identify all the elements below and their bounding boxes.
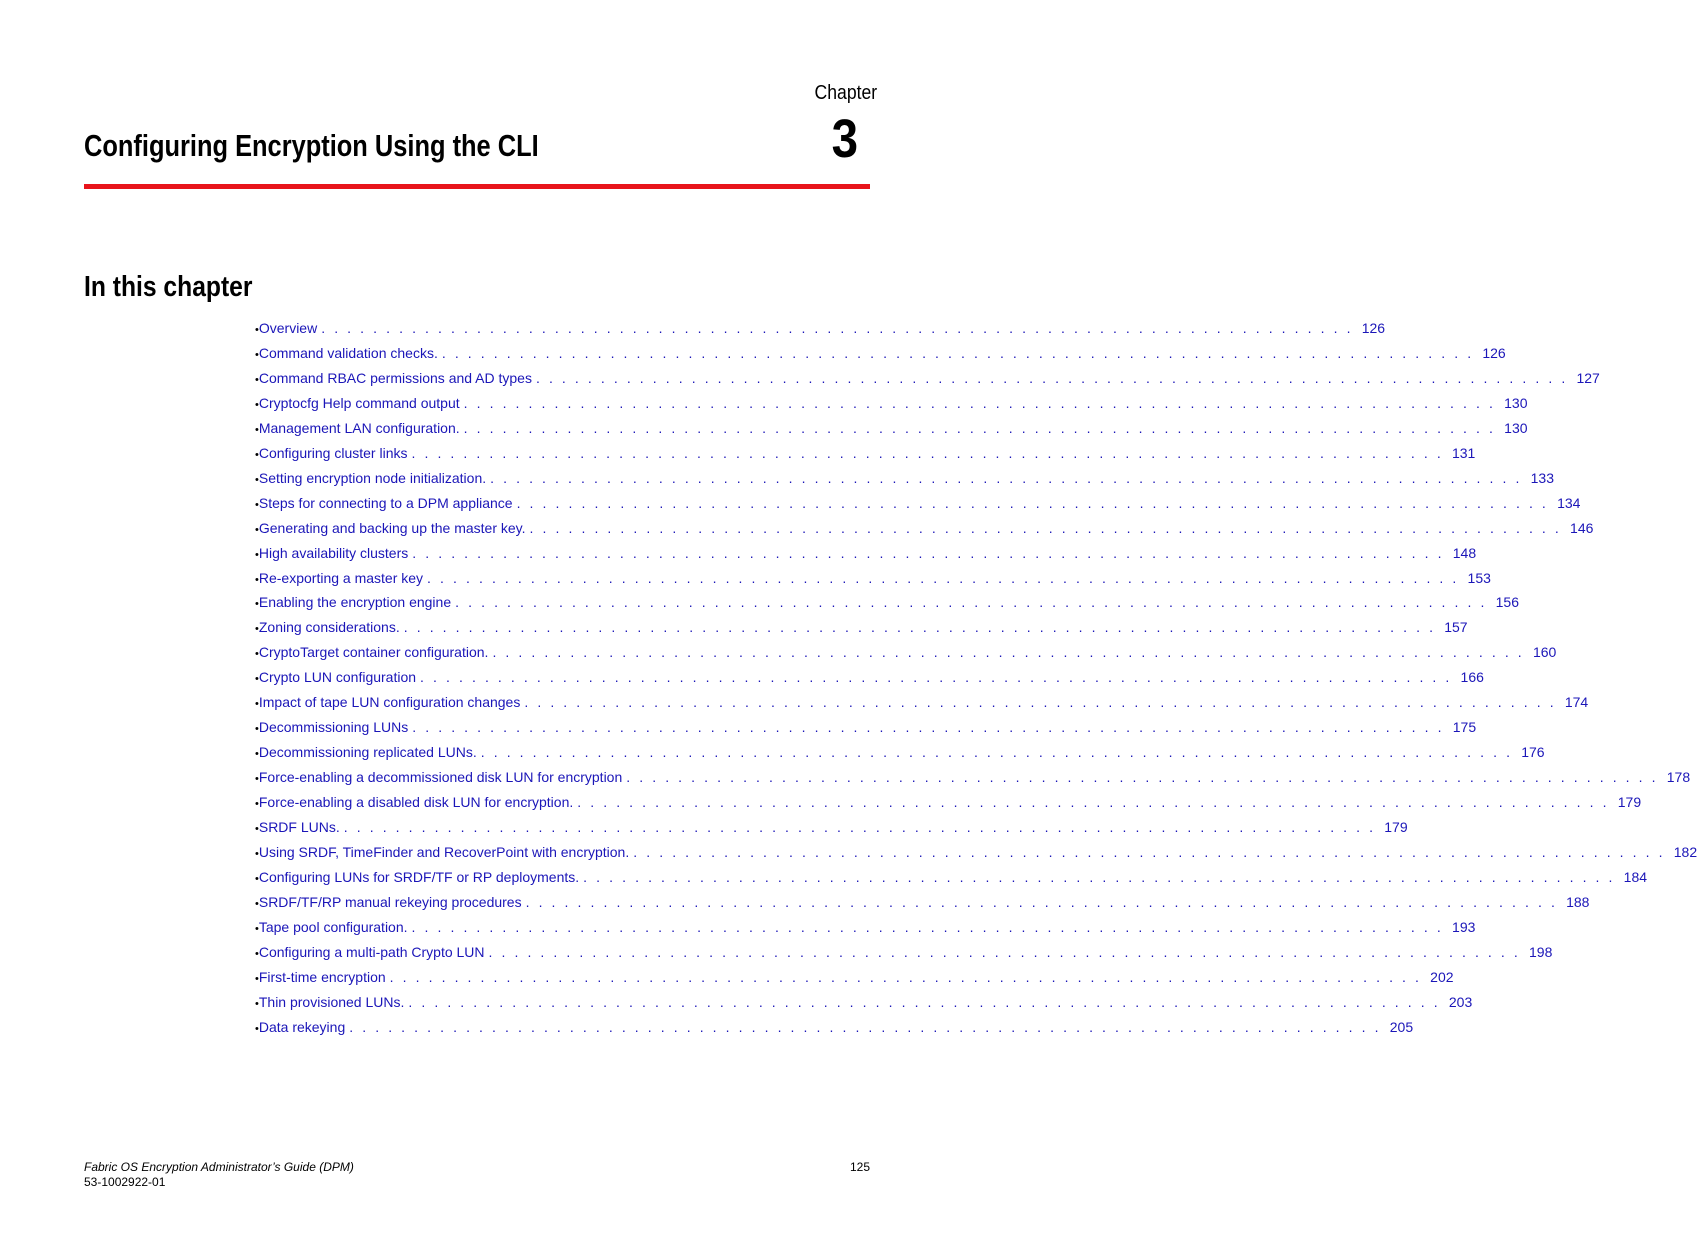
toc-leader-dots: . . . . . . . . . . . . . . . . . . . . . . . . . . . . . . . . . . . . . . . . . . . . . . . . . . . . . . . . . . . . . . . . . . . . . . . . . . . . . . . .	[583, 868, 1616, 885]
toc-link[interactable]: Setting encryption node initialization.	[258, 469, 487, 486]
toc-page-number[interactable]: 133	[1530, 469, 1554, 486]
toc-page-number[interactable]: 184	[1623, 868, 1648, 885]
toc-entry[interactable]	[255, 694, 1589, 719]
section-heading: In this chapter	[84, 271, 253, 303]
toc-page-number[interactable]: 157	[1444, 619, 1468, 636]
toc-entry[interactable]	[255, 794, 1642, 819]
toc-link[interactable]: Enabling the encryption engine	[258, 594, 452, 611]
bullet-icon: •	[255, 423, 259, 436]
toc-page-number[interactable]: 130	[1504, 419, 1528, 436]
toc-page-number[interactable]: 202	[1430, 968, 1454, 985]
bullet-icon: •	[255, 498, 259, 511]
toc-page-number[interactable]: 127	[1576, 369, 1600, 386]
toc-entry[interactable]	[255, 494, 1581, 520]
bullet-icon: •	[255, 373, 259, 386]
table-of-contents	[255, 320, 1697, 1044]
toc-entry[interactable]	[255, 669, 1484, 694]
toc-entry[interactable]	[255, 769, 1691, 794]
toc-link[interactable]: Generating and backing up the master key.	[258, 519, 526, 536]
toc-link[interactable]: SRDF LUNs.	[258, 819, 340, 836]
toc-entry[interactable]	[255, 968, 1454, 994]
toc-leader-dots: . . . . . . . . . . . . . . . . . . . . . . . . . . . . . . . . . . . . . . . . . . . . . . . . . . . . . . . . . . . . . . . . . . . . . . . . . . . . . . . .	[441, 344, 1474, 361]
toc-entry[interactable]	[255, 644, 1557, 669]
toc-page-number[interactable]: 131	[1451, 444, 1476, 461]
toc-link[interactable]: Tape pool configuration.	[258, 918, 408, 935]
toc-entry[interactable]	[255, 918, 1476, 944]
toc-entry[interactable]	[255, 943, 1553, 969]
toc-entry[interactable]	[255, 1018, 1414, 1044]
bullet-icon: •	[255, 947, 259, 960]
chapter-title: Configuring Encryption Using the CLI	[84, 128, 539, 163]
toc-page-number[interactable]: 175	[1452, 719, 1477, 736]
bullet-icon: •	[255, 348, 259, 361]
bullet-icon: •	[255, 598, 259, 611]
toc-leader-dots: . . . . . . . . . . . . . . . . . . . . . . . . . . . . . . . . . . . . . . . . . . . . . . . . . . . . . . . . . . . . . . . . . . . . . . . . . . . . . . . .	[411, 444, 1444, 461]
toc-page-number[interactable]: 130	[1504, 394, 1528, 411]
toc-leader-dots: . . . . . . . . . . . . . . . . . . . . . . . . . . . . . . . . . . . . . . . . . . . . . . . . . . . . . . . . . . . . . . . . . . . . . . . . . . . . . . . .	[349, 1018, 1382, 1035]
toc-link[interactable]: Data rekeying	[258, 1018, 346, 1035]
toc-link[interactable]: SRDF/TF/RP manual rekeying procedures	[258, 893, 522, 910]
bullet-icon: •	[255, 922, 259, 935]
toc-leader-dots: . . . . . . . . . . . . . . . . . . . . . . . . . . . . . . . . . . . . . . . . . . . . . . . . . . . . . . . . . . . . . . . . . . . . . . . . . . . . . . . .	[463, 394, 1496, 411]
toc-page-number[interactable]: 153	[1467, 569, 1491, 586]
toc-leader-dots: . . . . . . . . . . . . . . . . . . . . . . . . . . . . . . . . . . . . . . . . . . . . . . . . . . . . . . . . . . . . . . . . . . . . . . . . . . . . . . . .	[626, 769, 1659, 786]
toc-leader-dots: . . . . . . . . . . . . . . . . . . . . . . . . . . . . . . . . . . . . . . . . . . . . . . . . . . . . . . . . . . . . . . . . . . . . . . . . . . . . . . . .	[463, 419, 1496, 436]
bullet-icon: •	[255, 398, 259, 411]
toc-leader-dots: . . . . . . . . . . . . . . . . . . . . . . . . . . . . . . . . . . . . . . . . . . . . . . . . . . . . . . . . . . . . . . . . . . . . . . . . . . . . . . . .	[411, 918, 1444, 935]
bullet-icon: •	[255, 1022, 259, 1035]
toc-page-number[interactable]: 182	[1673, 844, 1697, 861]
toc-link[interactable]: Force-enabling a decommissioned disk LUN for encryption	[258, 769, 623, 786]
bullet-icon: •	[255, 997, 259, 1010]
toc-page-number[interactable]: 126	[1361, 320, 1386, 336]
toc-entry[interactable]	[255, 544, 1477, 570]
toc-link[interactable]: Command RBAC permissions and AD types	[258, 369, 532, 386]
bullet-icon: •	[255, 748, 259, 761]
toc-entry[interactable]	[255, 569, 1491, 595]
toc-page-number[interactable]: 134	[1557, 494, 1581, 511]
toc-link[interactable]: Overview	[258, 320, 318, 336]
toc-page-number[interactable]: 166	[1460, 669, 1484, 686]
bullet-icon: •	[255, 623, 259, 636]
toc-entry[interactable]	[255, 594, 1519, 619]
toc-entry[interactable]	[255, 519, 1594, 545]
toc-leader-dots: . . . . . . . . . . . . . . . . . . . . . . . . . . . . . . . . . . . . . . . . . . . . . . . . . . . . . . . . . . . . . . . . . . . . . . . . . . . . . . . .	[516, 494, 1549, 511]
toc-page-number[interactable]: 126	[1482, 344, 1506, 361]
toc-page-number[interactable]: 160	[1532, 644, 1557, 661]
toc-entry[interactable]	[255, 419, 1528, 445]
toc-page-number[interactable]: 148	[1452, 544, 1477, 561]
footer-doc-info	[84, 1160, 354, 1190]
toc-entry[interactable]	[255, 469, 1554, 495]
toc-leader-dots: . . . . . . . . . . . . . . . . . . . . . . . . . . . . . . . . . . . . . . . . . . . . . . . . . . . . . . . . . . . . . . . . . . . . . . . . . . . . . . . .	[412, 719, 1445, 736]
toc-leader-dots: . . . . . . . . . . . . . . . . . . . . . . . . . . . . . . . . . . . . . . . . . . . . . . . . . . . . . . . . . . . . . . . . . . . . . . . . . . . . . . . .	[525, 893, 1558, 910]
chapter-number: 3	[831, 109, 858, 169]
toc-entry[interactable]	[255, 394, 1528, 420]
toc-leader-dots: . . . . . . . . . . . . . . . . . . . . . . . . . . . . . . . . . . . . . . . . . . . . . . . . . . . . . . . . . . . . . . . . . . . . . . . . . . . . . . . .	[343, 819, 1376, 836]
toc-link[interactable]: Impact of tape LUN configuration changes	[258, 694, 521, 711]
toc-page-number[interactable]: 188	[1566, 893, 1590, 910]
bullet-icon: •	[255, 448, 259, 461]
chapter-label: Chapter	[814, 82, 877, 104]
bullet-icon: •	[255, 698, 259, 711]
toc-link[interactable]: Steps for connecting to a DPM appliance	[258, 494, 513, 511]
toc-link[interactable]: First-time encryption	[258, 968, 386, 985]
bullet-icon: •	[255, 723, 259, 736]
toc-leader-dots: . . . . . . . . . . . . . . . . . . . . . . . . . . . . . . . . . . . . . . . . . . . . . . . . . . . . . . . . . . . . . . . . . . . . . . . . . . . . . . . .	[535, 369, 1568, 386]
toc-leader-dots: . . . . . . . . . . . . . . . . . . . . . . . . . . . . . . . . . . . . . . . . . . . . . . . . . . . . . . . . . . . . . . . . . . . . . . . . . . . . . . . .	[412, 544, 1445, 561]
bullet-icon: •	[255, 897, 259, 910]
toc-leader-dots: . . . . . . . . . . . . . . . . . . . . . . . . . . . . . . . . . . . . . . . . . . . . . . . . . . . . . . . . . . . . . . . . . . . . . . . . . . . . . . . .	[420, 669, 1452, 686]
toc-leader-dots: . . . . . . . . . . . . . . . . . . . . . . . . . . . . . . . . . . . . . . . . . . . . . . . . . . . . . . . . . . . . . . . . . . . . . . . . . . . . . . . .	[633, 844, 1666, 861]
toc-entry[interactable]	[255, 719, 1477, 744]
toc-leader-dots: . . . . . . . . . . . . . . . . . . . . . . . . . . . . . . . . . . . . . . . . . . . . . . . . . . . . . . . . . . . . . . . . . . . . . . . . . . . . . . . .	[427, 569, 1459, 586]
toc-page-number[interactable]: 156	[1495, 594, 1519, 611]
toc-page-number[interactable]: 198	[1529, 943, 1553, 960]
toc-entry[interactable]	[255, 344, 1506, 370]
toc-page-number[interactable]: 146	[1570, 519, 1594, 536]
title-rule	[84, 184, 870, 189]
toc-link[interactable]: Decommissioning LUNs	[258, 719, 409, 736]
toc-leader-dots: . . . . . . . . . . . . . . . . . . . . . . . . . . . . . . . . . . . . . . . . . . . . . . . . . . . . . . . . . . . . . . . . . . . . . . . . . . . . . . . .	[455, 594, 1487, 611]
toc-page-number[interactable]: 179	[1384, 819, 1408, 836]
bullet-icon: •	[255, 523, 259, 536]
bullet-icon: •	[255, 798, 259, 811]
toc-leader-dots: . . . . . . . . . . . . . . . . . . . . . . . . . . . . . . . . . . . . . . . . . . . . . . . . . . . . . . . . . . . . . . . . . . . . . . . . . . . . . . . .	[488, 943, 1521, 960]
toc-link[interactable]: Command validation checks.	[258, 344, 438, 361]
toc-page-number[interactable]: 179	[1617, 794, 1642, 811]
footer-doc-title: Fabric OS Encryption Administrator’s Guide (DPM)	[84, 1160, 354, 1174]
toc-entry[interactable]	[255, 619, 1468, 644]
toc-link[interactable]: Management LAN configuration.	[258, 419, 460, 436]
toc-entry[interactable]	[255, 320, 1386, 345]
toc-link[interactable]: Configuring cluster links	[258, 444, 408, 461]
toc-entry[interactable]	[255, 868, 1648, 894]
toc-leader-dots: . . . . . . . . . . . . . . . . . . . . . . . . . . . . . . . . . . . . . . . . . . . . . . . . . . . . . . . . . . . . . . . . . . . . . . . . . . . . . . . .	[321, 320, 1354, 336]
bullet-icon: •	[255, 848, 259, 861]
toc-link[interactable]: Thin provisioned LUNs.	[258, 993, 405, 1010]
toc-entry[interactable]	[255, 819, 1408, 844]
bullet-icon: •	[255, 773, 259, 786]
bullet-icon: •	[255, 648, 259, 661]
toc-entry[interactable]	[255, 844, 1697, 869]
bullet-icon: •	[255, 673, 259, 686]
toc-link[interactable]: Configuring a multi-path Crypto LUN	[258, 943, 485, 960]
toc-link[interactable]: Force-enabling a disabled disk LUN for encryption.	[258, 794, 574, 811]
footer-doc-id: 53-1002922-01	[84, 1175, 166, 1189]
toc-link[interactable]: Re-exporting a master key	[258, 569, 424, 586]
toc-leader-dots: . . . . . . . . . . . . . . . . . . . . . . . . . . . . . . . . . . . . . . . . . . . . . . . . . . . . . . . . . . . . . . . . . . . . . . . . . . . . . . . .	[490, 469, 1522, 486]
toc-link[interactable]: Using SRDF, TimeFinder and RecoverPoint with encryption.	[258, 844, 630, 861]
bullet-icon: •	[255, 823, 259, 836]
toc-page-number[interactable]: 176	[1521, 744, 1545, 761]
bullet-icon: •	[255, 872, 259, 885]
toc-leader-dots: . . . . . . . . . . . . . . . . . . . . . . . . . . . . . . . . . . . . . . . . . . . . . . . . . . . . . . . . . . . . . . . . . . . . . . . . . . . . . . . .	[529, 519, 1562, 536]
toc-link[interactable]: Cryptocfg Help command output	[258, 394, 460, 411]
bullet-icon: •	[255, 473, 259, 486]
footer-page-number: 125	[849, 1160, 870, 1174]
toc-leader-dots: . . . . . . . . . . . . . . . . . . . . . . . . . . . . . . . . . . . . . . . . . . . . . . . . . . . . . . . . . . . . . . . . . . . . . . . . . . . . . . . .	[480, 744, 1513, 761]
bullet-icon: •	[255, 548, 259, 561]
toc-entry[interactable]	[255, 744, 1545, 769]
toc-link[interactable]: Decommissioning replicated LUNs.	[258, 744, 477, 761]
toc-link[interactable]: Crypto LUN configuration	[258, 669, 417, 686]
toc-leader-dots: . . . . . . . . . . . . . . . . . . . . . . . . . . . . . . . . . . . . . . . . . . . . . . . . . . . . . . . . . . . . . . . . . . . . . . . . . . . . . . . .	[577, 794, 1610, 811]
toc-entry[interactable]	[255, 893, 1590, 919]
toc-page-number[interactable]: 193	[1452, 918, 1476, 935]
toc-link[interactable]: High availability clusters	[258, 544, 409, 561]
bullet-icon: •	[255, 324, 259, 336]
toc-leader-dots: . . . . . . . . . . . . . . . . . . . . . . . . . . . . . . . . . . . . . . . . . . . . . . . . . . . . . . . . . . . . . . . . . . . . . . . . . . . . . . . .	[408, 993, 1441, 1010]
toc-leader-dots: . . . . . . . . . . . . . . . . . . . . . . . . . . . . . . . . . . . . . . . . . . . . . . . . . . . . . . . . . . . . . . . . . . . . . . . . . . . . . . . .	[524, 694, 1557, 711]
toc-entry[interactable]	[255, 369, 1600, 395]
toc-link[interactable]: Zoning considerations.	[258, 619, 400, 636]
bullet-icon: •	[255, 972, 259, 985]
bullet-icon: •	[255, 573, 259, 586]
toc-leader-dots: . . . . . . . . . . . . . . . . . . . . . . . . . . . . . . . . . . . . . . . . . . . . . . . . . . . . . . . . . . . . . . . . . . . . . . . . . . . . . . . .	[403, 619, 1436, 636]
toc-entry[interactable]	[255, 993, 1473, 1019]
toc-page-number[interactable]: 178	[1666, 769, 1691, 786]
toc-leader-dots: . . . . . . . . . . . . . . . . . . . . . . . . . . . . . . . . . . . . . . . . . . . . . . . . . . . . . . . . . . . . . . . . . . . . . . . . . . . . . . . .	[389, 968, 1422, 985]
toc-link[interactable]: Configuring LUNs for SRDF/TF or RP deployments.	[258, 868, 580, 885]
toc-page-number[interactable]: 205	[1389, 1018, 1414, 1035]
toc-page-number[interactable]: 174	[1564, 694, 1589, 711]
toc-entry[interactable]	[255, 444, 1476, 470]
toc-link[interactable]: CryptoTarget container configuration.	[258, 644, 489, 661]
toc-page-number[interactable]: 203	[1448, 993, 1473, 1010]
toc-leader-dots: . . . . . . . . . . . . . . . . . . . . . . . . . . . . . . . . . . . . . . . . . . . . . . . . . . . . . . . . . . . . . . . . . . . . . . . . . . . . . . . .	[492, 644, 1525, 661]
